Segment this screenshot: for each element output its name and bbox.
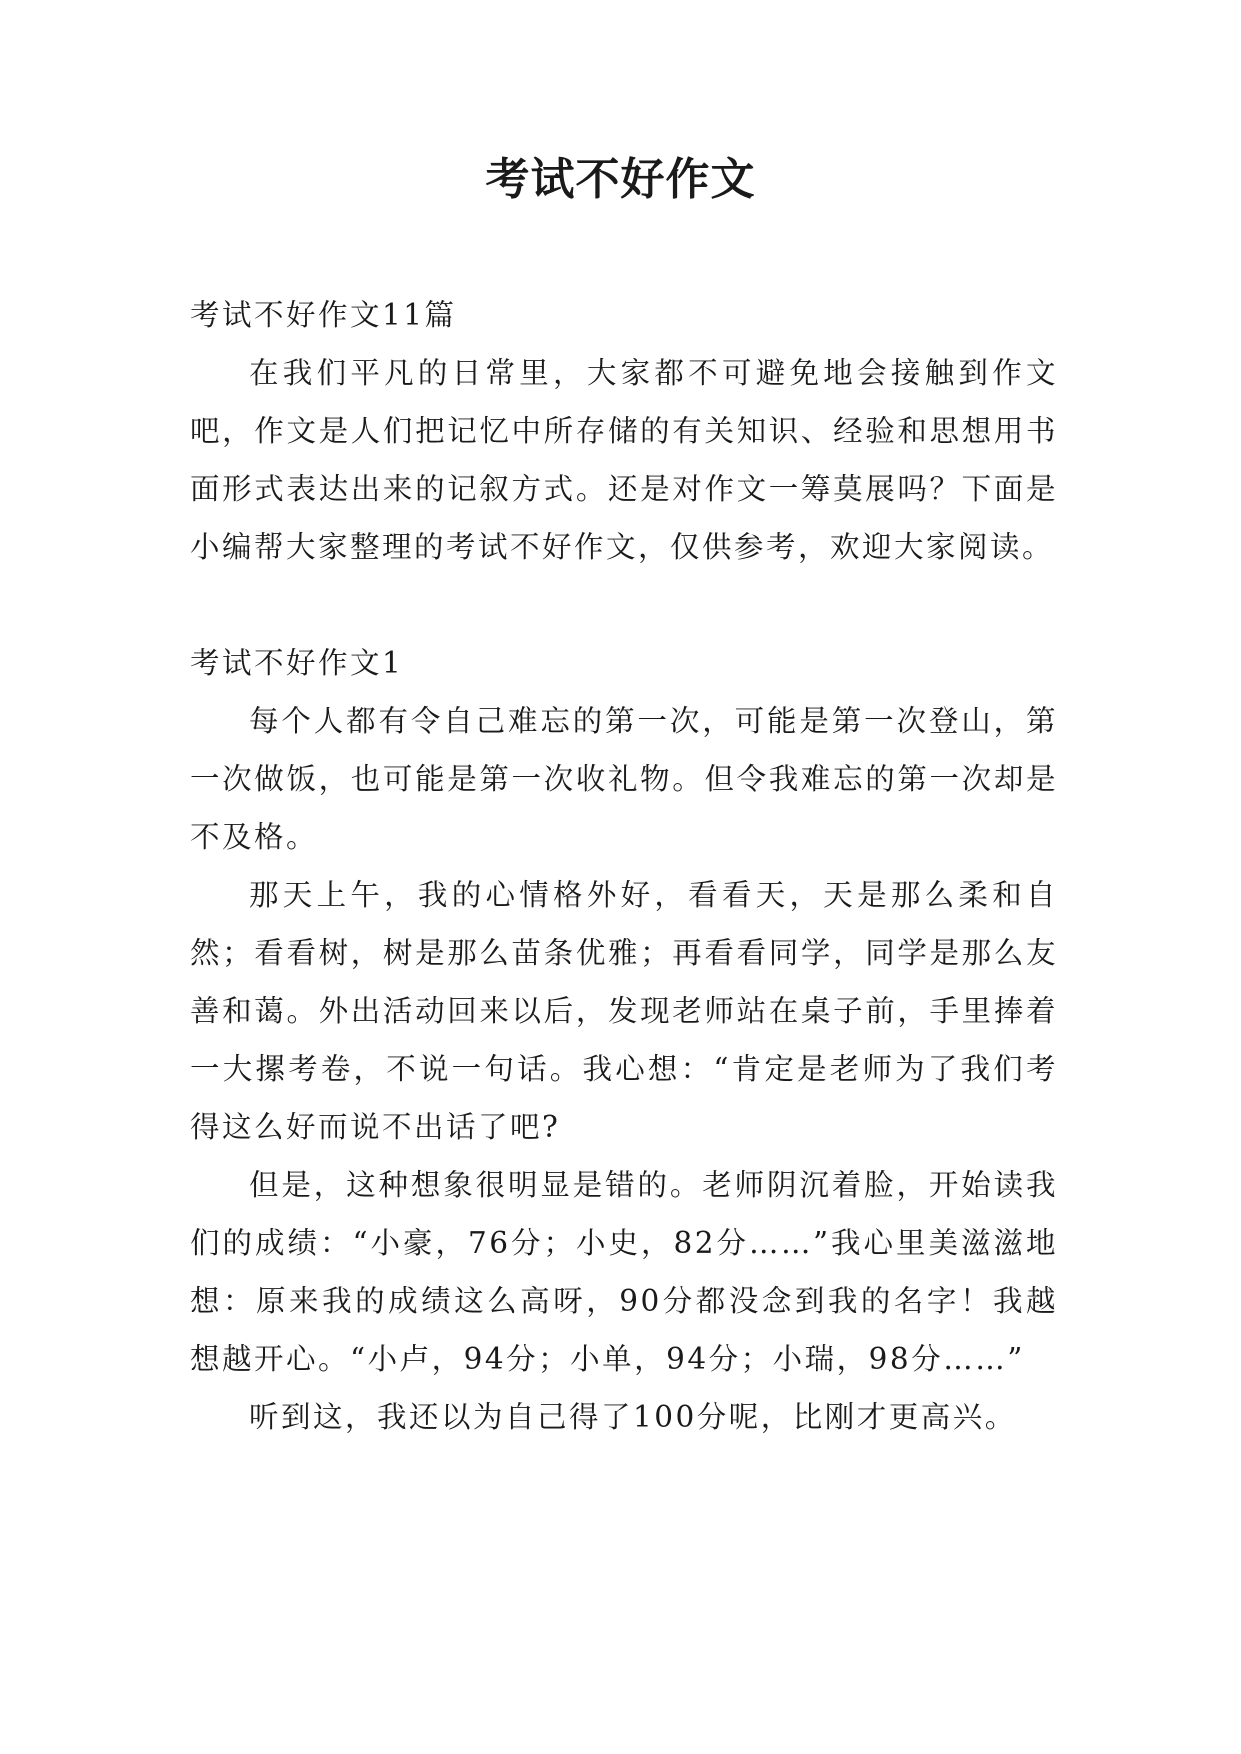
- body-paragraph: 听到这，我还以为自己得了100分呢，比刚才更高兴。: [249, 1400, 1017, 1434]
- body-paragraph: 那天上午，我的心情格外好，看看天，天是那么柔和自然；看看树，树是那么苗条优雅；再看看同学，同学是那么友善和蔼。外出活动回来以后，发现老师站在桌子前，手里捧着一大摞考卷，不说一句话。我心想：“肯定是老师为了我们考得这么好而说不出话了吧?: [190, 878, 1058, 1144]
- body-paragraph: 每个人都有令自己难忘的第一次，可能是第一次登山，第一次做饭，也可能是第一次收礼物。但令我难忘的第一次却是不及格。: [190, 704, 1058, 854]
- section-heading: 考试不好作文1: [190, 646, 404, 680]
- body-paragraph: 但是，这种想象很明显是错的。老师阴沉着脸，开始读我们的成绩：“小豪，76分；小史，82分……”我心里美滋滋地想：原来我的成绩这么高呀，90分都没念到我的名字！我越想越开心。“小卢，94分；小单，94分；小瑞，98分……”: [190, 1168, 1058, 1376]
- document-body: [190, 286, 1058, 1446]
- intro-heading: 考试不好作文11篇: [190, 298, 457, 332]
- intro-paragraph: 在我们平凡的日常里，大家都不可避免地会接触到作文吧，作文是人们把记忆中所存储的有关知识、经验和思想用书面形式表达出来的记叙方式。还是对作文一筹莫展吗？下面是小编帮大家整理的考试不好作文，仅供参考，欢迎大家阅读。: [190, 356, 1058, 564]
- document-title: 考试不好作文: [485, 154, 756, 205]
- section-spacer: [190, 576, 1058, 634]
